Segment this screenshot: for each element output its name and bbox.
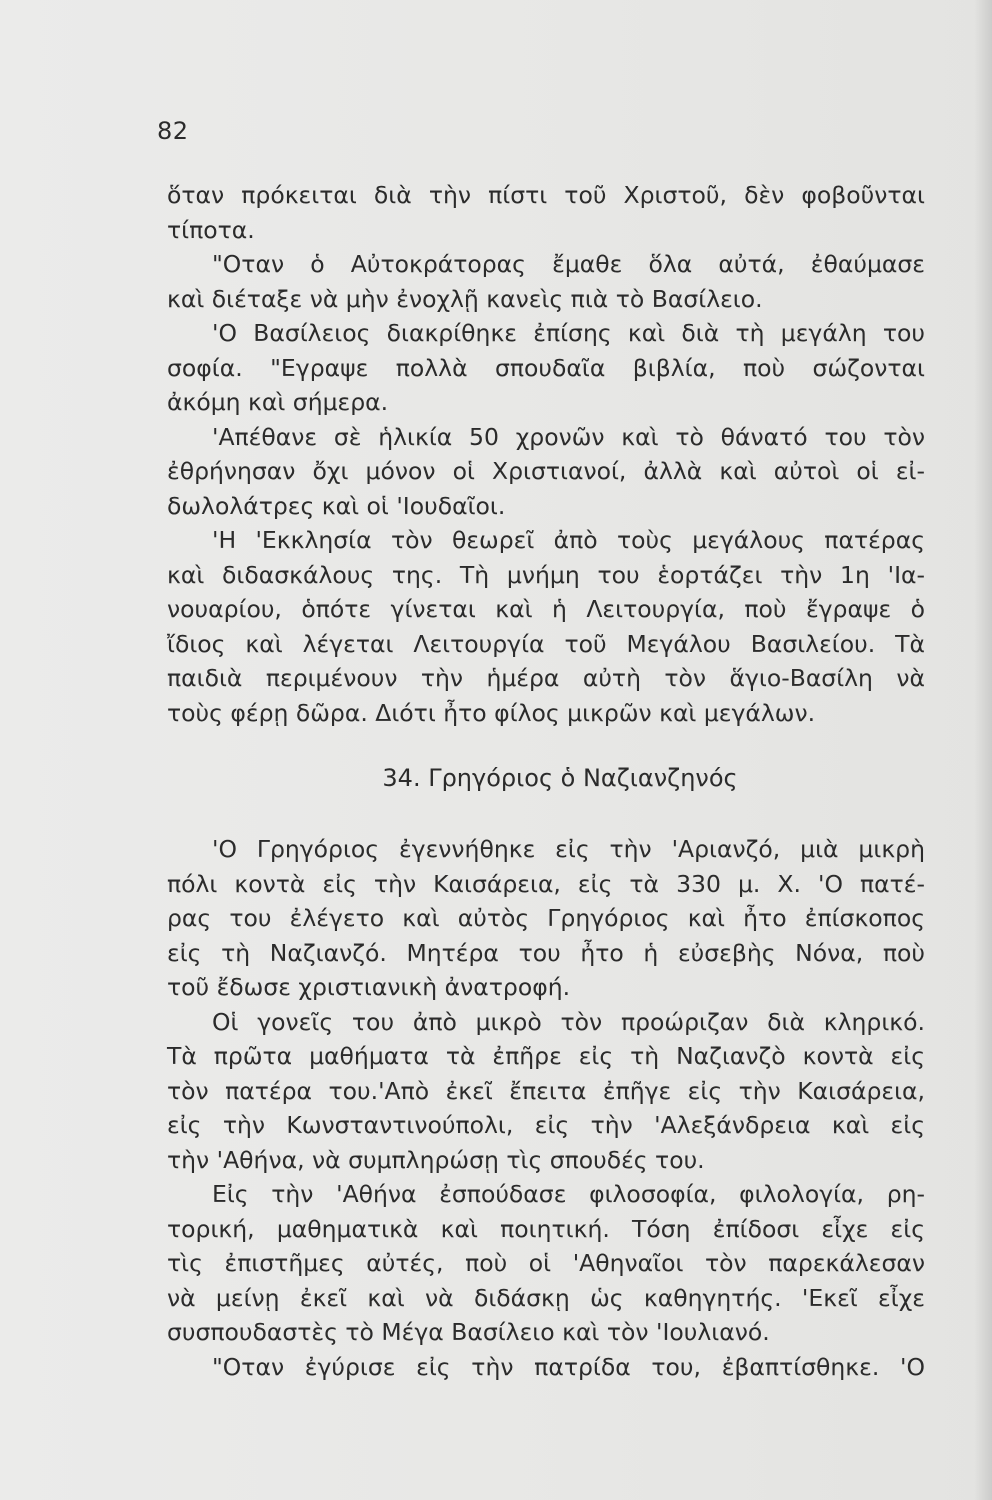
text-line: παιδιὰ περιμένουν τὴν ἡμέρα αὐτὴ τὸν ἅγιο-Βασίλη νὰ bbox=[167, 664, 925, 692]
text-line: 'Απέθανε σὲ ἡλικία 50 χρονῶν καὶ τὸ θάνατό του τὸν bbox=[212, 422, 925, 451]
text-line: καὶ διδασκάλους της. Τὴ μνήμη του ἑορτάζει τὴν 1η 'Ια- bbox=[167, 560, 925, 589]
text-line: εἰς τὴ Ναζιανζό. Μητέρα του ἦτο ἡ εὐσεβὴς Νόνα, ποὺ bbox=[167, 938, 925, 967]
text-block-basil bbox=[167, 178, 925, 730]
text-line: Οἱ γονεῖς του ἀπὸ μικρὸ τὸν προώριζαν διὰ κληρικό. bbox=[212, 1007, 925, 1036]
text-line: ἀκόμη καὶ σήμερα. bbox=[167, 388, 389, 416]
page-number: 82 bbox=[157, 117, 189, 145]
text-line: καὶ διέταξε νὰ μὴν ἐνοχλῇ κανεὶς πιὰ τὸ Βασίλειο. bbox=[167, 284, 763, 313]
text-line: "Οταν ὁ Αὐτοκράτορας ἔμαθε ὅλα αὐτά, ἐθαύμασε bbox=[212, 250, 925, 278]
text-line: τορική, μαθηματικὰ καὶ ποιητική. Τόση ἐπίδοσι εἶχε εἰς bbox=[167, 1214, 925, 1243]
text-line: συσπουδαστὲς τὸ Μέγα Βασίλειο καὶ τὸν 'Ιουλιανό. bbox=[167, 1318, 770, 1346]
text-line: Εἰς τὴν 'Αθήνα ἐσπούδασε φιλοσοφία, φιλολογία, ρη- bbox=[212, 1180, 925, 1208]
section-heading: 34. Γρηγόριος ὁ Ναζιανζηνός bbox=[382, 764, 738, 792]
text-line: ἐθρήνησαν ὄχι μόνον οἱ Χριστιανοί, ἀλλὰ καὶ αὐτοὶ οἱ εἰ- bbox=[167, 457, 925, 485]
text-line: Τὰ πρῶτα μαθήματα τὰ ἐπῆρε εἰς τὴ Ναζιανζὸ κοντὰ εἰς bbox=[167, 1042, 925, 1070]
page-edge-shadow bbox=[974, 0, 992, 1500]
text-line: ρας του ἐλέγετο καὶ αὐτὸς Γρηγόριος καὶ ἦτο ἐπίσκοπος bbox=[167, 904, 925, 932]
text-line: 'Ο Γρηγόριος ἐγεννήθηκε εἰς τὴν 'Αριανζό, μιὰ μικρὴ bbox=[212, 835, 925, 863]
text-line: νουαρίου, ὁπότε γίνεται καὶ ἡ Λειτουργία, ποὺ ἔγραψε ὁ bbox=[167, 595, 925, 623]
text-line: τὶς ἐπιστῆμες αὐτές, ποὺ οἱ 'Αθηναῖοι τὸν παρεκάλεσαν bbox=[167, 1249, 925, 1277]
text-line: 'Ο Βασίλειος διακρίθηκε ἐπίσης καὶ διὰ τὴ μεγάλη του bbox=[212, 319, 925, 347]
text-line: πόλι κοντὰ εἰς τὴν Καισάρεια, εἰς τὰ 330 μ. Χ. 'Ο πατέ- bbox=[167, 869, 925, 898]
text-line: 'Η 'Εκκλησία τὸν θεωρεῖ ἀπὸ τοὺς μεγάλους πατέρας bbox=[212, 526, 925, 554]
text-line: νὰ μείνῃ ἐκεῖ καὶ νὰ διδάσκῃ ὡς καθηγητής. 'Εκεῖ εἶχε bbox=[167, 1283, 925, 1312]
text-line: τοῦ ἔδωσε χριστιανικὴ ἀνατροφή. bbox=[167, 973, 571, 1001]
text-line: τοὺς φέρῃ δῶρα. Διότι ἦτο φίλος μικρῶν καὶ μεγάλων. bbox=[167, 698, 816, 727]
text-line: τίποτα. bbox=[167, 215, 255, 244]
text-line: εἰς τὴν Κωνσταντινούπολι, εἰς τὴν 'Αλεξάνδρεια καὶ εἰς bbox=[167, 1111, 925, 1139]
text-line: "Οταν ἐγύρισε εἰς τὴν πατρίδα του, ἐβαπτίσθηκε. 'Ο bbox=[212, 1352, 925, 1381]
text-line: σοφία. "Εγραψε πολλὰ σπουδαῖα βιβλία, ποὺ σώζονται bbox=[167, 353, 925, 382]
text-line: τὸν πατέρα του.'Απὸ ἐκεῖ ἔπειτα ἐπῆγε εἰς τὴν Καισάρεια, bbox=[167, 1076, 925, 1105]
text-line: ὅταν πρόκειται διὰ τὴν πίστι τοῦ Χριστοῦ, δὲν φοβοῦνται bbox=[167, 181, 925, 209]
text-line: δωλολάτρες καὶ οἱ 'Ιουδαῖοι. bbox=[167, 491, 506, 520]
text-line: ἴδιος καὶ λέγεται Λειτουργία τοῦ Μεγάλου Βασιλείου. Τὰ bbox=[167, 629, 925, 658]
text-line: τὴν 'Αθήνα, νὰ συμπληρώσῃ τὶς σπουδές του. bbox=[167, 1145, 705, 1174]
text-block-gregory bbox=[167, 832, 925, 1384]
